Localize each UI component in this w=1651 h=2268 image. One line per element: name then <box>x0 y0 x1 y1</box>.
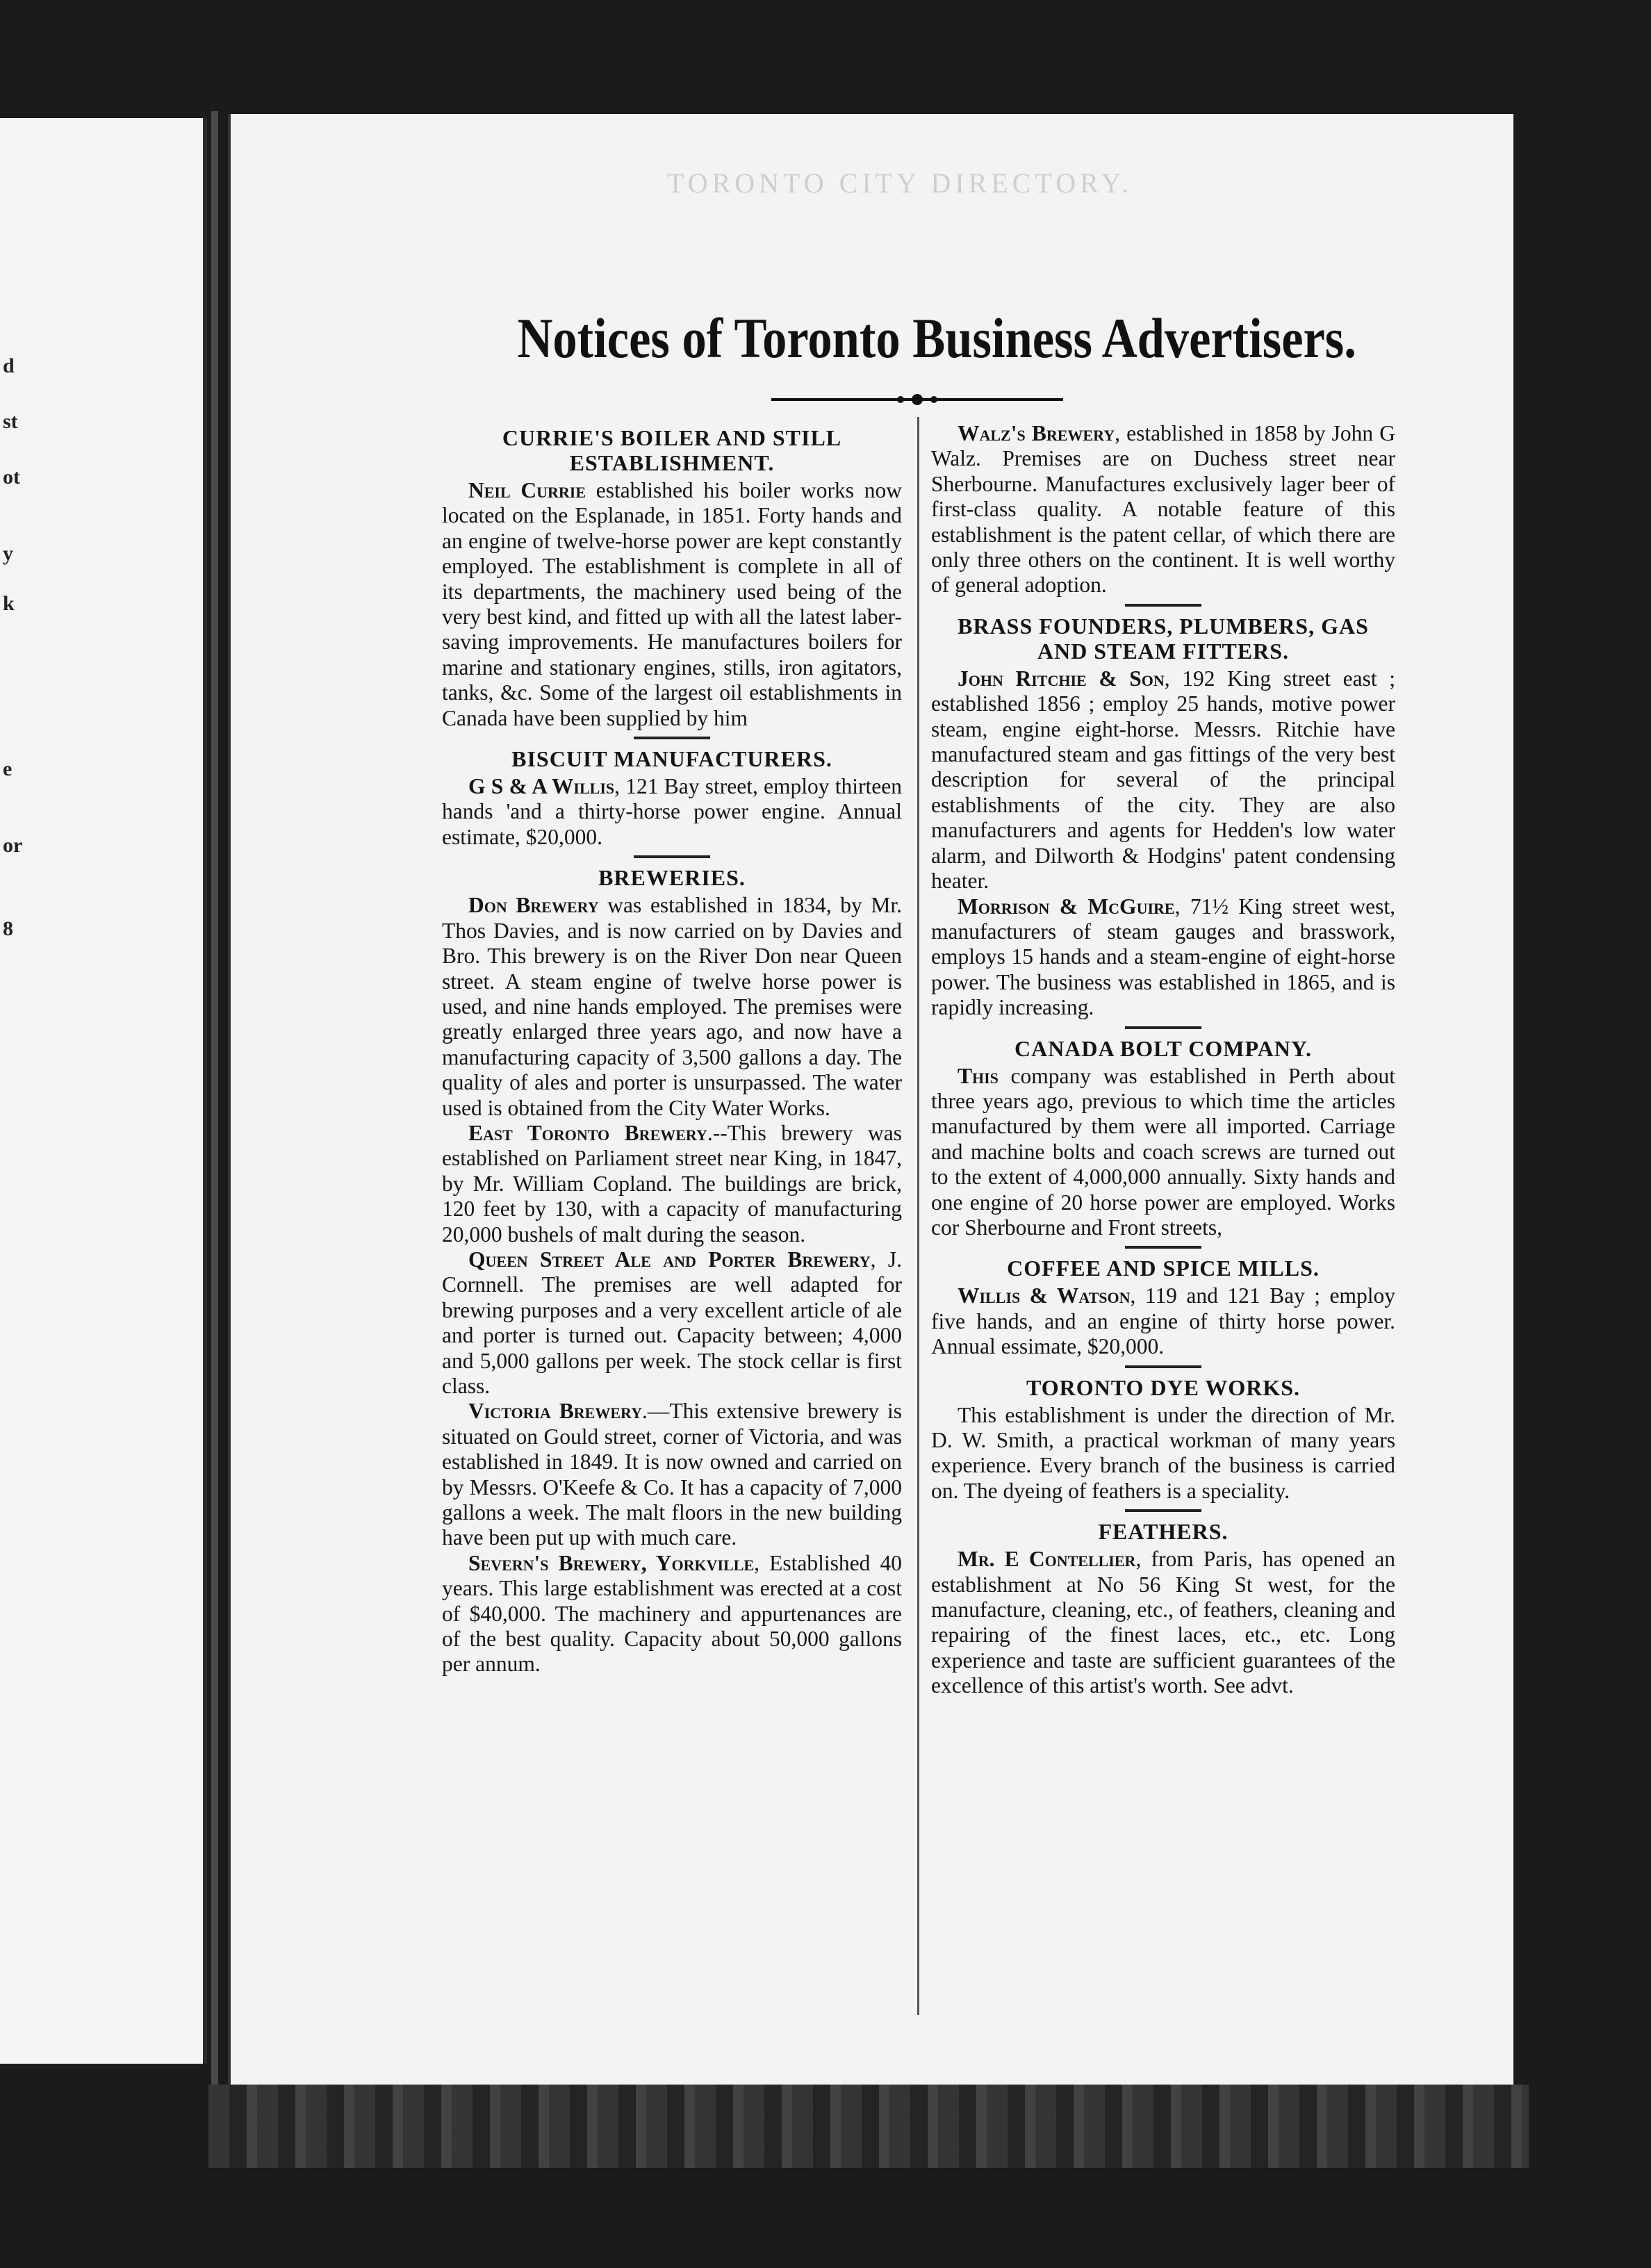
notice-paragraph <box>931 421 1395 598</box>
notice-paragraph <box>442 893 902 1121</box>
notice-paragraph <box>931 666 1395 894</box>
notice-paragraph <box>442 774 902 850</box>
page-title: Notices of Toronto Business Advertisers. <box>517 306 1356 370</box>
notice-paragraph <box>442 1551 902 1677</box>
advertiser-name: Mr. E Contellier <box>958 1547 1136 1572</box>
notice-paragraph <box>442 1399 902 1550</box>
right-column <box>931 421 1395 1699</box>
margin-fragment: k <box>3 592 15 615</box>
book-gutter <box>211 111 218 2085</box>
margin-fragment: ot <box>3 466 20 488</box>
notice-text: .--This brewery was established on Parliament street near King, in 1847, by Mr. William Copland. The buildings are brick, 120 feet by 130, with a capacity of manufacturing 20,000 bushels of malt during the season. <box>442 1120 902 1247</box>
section-heading: TORONTO DYE WORKS. <box>1026 1374 1301 1400</box>
advertiser-name: Don Brewery <box>468 893 599 918</box>
section-heading: BRASS FOUNDERS, PLUMBERS, GAS AND STEAM FITTERS. <box>958 613 1369 664</box>
section-rule <box>1125 1246 1201 1249</box>
notice-text: .—This extensive brewery is situated on Gould street, corner of Victoria, and was established in 1849. It is now owned and carried on by Messrs. O'Keefe & Co. It has a capacity of 7,000 gallons a week. The malt floors in the new building have been put up with much care. <box>442 1399 902 1550</box>
notice-paragraph <box>442 1121 902 1247</box>
advertiser-name: East Toronto Brewery <box>468 1120 707 1145</box>
margin-fragment: d <box>3 354 15 377</box>
notice-text: , Established 40 years. This large establishment was erected at a cost of $40,000. The machinery and appurtenances are of the best quality. Capacity about 50,000 gallons per annum. <box>442 1550 902 1677</box>
notice-text: , 121 Bay street, employ thirteen hands 'and a thirty-horse power engine. Annual estimate, $20,000. <box>442 774 902 849</box>
notice-text: company was established in Perth about three years ago, previous to which time the articles manufactured by them were all imported. Carriage and machine bolts and coach screws are turned out to the extent of 4,000,000 annually. Sixty hands and one engine of 20 horse power are employed. Works cor Sherbourne and Front streets, <box>931 1063 1395 1240</box>
advertiser-name: Neil Currie <box>468 478 586 502</box>
title-ornament-divider <box>771 389 1063 410</box>
advertiser-name: This <box>958 1063 999 1088</box>
notice-text: was established in 1834, by Mr. Thos Davies, and is now carried on by Davies and Bro. This brewery is on the River Don near Queen street. A steam engine of twelve horse power is used, and nine hands employed. The premises were greatly enlarged three years ago, and now have a manufacturing capacity of 3,500 gallons a day. The quality of ales and porter is unsurpassed. The water used is obtained from the City Water Works. <box>442 893 903 1120</box>
column-rule <box>917 417 919 2015</box>
advertiser-name: G S & A Willis <box>468 774 615 799</box>
notice-paragraph <box>931 894 1395 1021</box>
section-rule <box>1125 1026 1201 1029</box>
section-rule <box>1125 1509 1201 1512</box>
notice-text: , 71½ King street west, manufacturers of steam gauges and brasswork, employs 15 hands and a steam-engine of eight-horse power. The business was established in 1865, and is rapidly increasing. <box>931 894 1395 1020</box>
notice-paragraph <box>442 1247 902 1399</box>
section-rule <box>634 737 710 739</box>
margin-fragment: st <box>3 410 18 433</box>
notice-paragraph <box>931 1403 1395 1504</box>
notice-text: , established in 1858 by John G Walz. Premises are on Duchess street near Sherbourne. Manufactures exclusively lager beer of first-class quality. A notable feature of this establishment is the patent cellar, of which there are only three others on the continent. It is well worthy of general adoption. <box>931 421 1395 598</box>
advertiser-name: John Ritchie & Son <box>958 666 1165 691</box>
advertiser-name: Victoria Brewery <box>468 1399 642 1424</box>
section-heading: BREWERIES. <box>598 865 746 891</box>
section-rule <box>1125 1365 1201 1368</box>
page-bottom-edge <box>208 2085 1529 2168</box>
section-rule <box>634 855 710 858</box>
notice-text: established his boiler works now located on the Esplanade, in 1851. Forty hands and an engine of twelve-horse power are kept constantly employed. The establishment is complete in all of its departments, the machinery used being of the very best kind, and fitted up with all the latest laber-saving improvements. He manufactures boilers for marine and stationary engines, stills, iron agitators, tanks, &c. Some of the largest oil establishments in Canada have been supplied by him <box>442 478 902 730</box>
notice-text: This establishment is under the direction of Mr. D. W. Smith, a practical workman of many years experience. Every branch of the business is carried on. The dyeing of feathers is a speciality. <box>931 1402 1395 1503</box>
margin-fragment: e <box>3 757 13 780</box>
notice-text: , 119 and 121 Bay ; employ five hands, and an engine of thirty horse power. Annual essimate, $20,000. <box>931 1283 1396 1359</box>
advertiser-name: Walz's Brewery <box>958 421 1115 445</box>
notice-text: , J. Cornnell. The premises are well adapted for brewing purposes and a very excellent article of ale and porter is turned out. Capacity between; 4,000 and 5,000 gallons per week. The stock cellar is first class. <box>442 1247 902 1398</box>
left-column <box>442 421 902 1677</box>
notice-paragraph <box>931 1547 1395 1698</box>
notice-paragraph <box>931 1064 1395 1241</box>
notice-text: , 192 King street east ; established 1856 ; employ 25 hands, motive power steam, engine eight-horse. Messrs. Ritchie have manufactured steam and gas fittings of the very best description for several of the principal establishments of the city. They are also manufacturers and agents for Hedden's low water alarm, and Dilworth & Hodgins' patent condensing heater. <box>931 666 1395 894</box>
advertiser-name: Queen Street Ale and Porter Brewery <box>468 1247 871 1272</box>
running-head: TORONTO CITY DIRECTORY. <box>667 167 1133 199</box>
advertiser-name: Morrison & McGuire <box>958 894 1175 919</box>
section-heading: CURRIE'S BOILER AND STILL ESTABLISHMENT. <box>502 425 842 475</box>
section-heading: COFFEE AND SPICE MILLS. <box>1007 1256 1320 1281</box>
advertiser-name: Willis & Watson <box>958 1283 1131 1308</box>
section-heading: CANADA BOLT COMPANY. <box>1014 1035 1313 1061</box>
section-heading: FEATHERS. <box>1098 1519 1229 1545</box>
advertiser-name: Severn's Brewery, Yorkville <box>468 1550 755 1575</box>
facing-page-edge <box>0 118 207 2064</box>
notice-text: , from Paris, has opened an establishment at No 56 King St west, for the manufacture, cleaning, etc., of feathers, cleaning and repairing of the finest laces, etc., etc. Long experience and taste are sufficient guarantees of the excellence of this artist's worth. See advt. <box>931 1547 1395 1698</box>
margin-fragment: or <box>3 834 23 857</box>
margin-fragment: y <box>3 542 13 565</box>
notice-paragraph <box>931 1283 1395 1359</box>
section-rule <box>1125 604 1201 607</box>
section-heading: BISCUIT MANUFACTURERS. <box>511 746 832 772</box>
margin-fragment: 8 <box>3 917 13 940</box>
notice-paragraph <box>442 478 902 731</box>
